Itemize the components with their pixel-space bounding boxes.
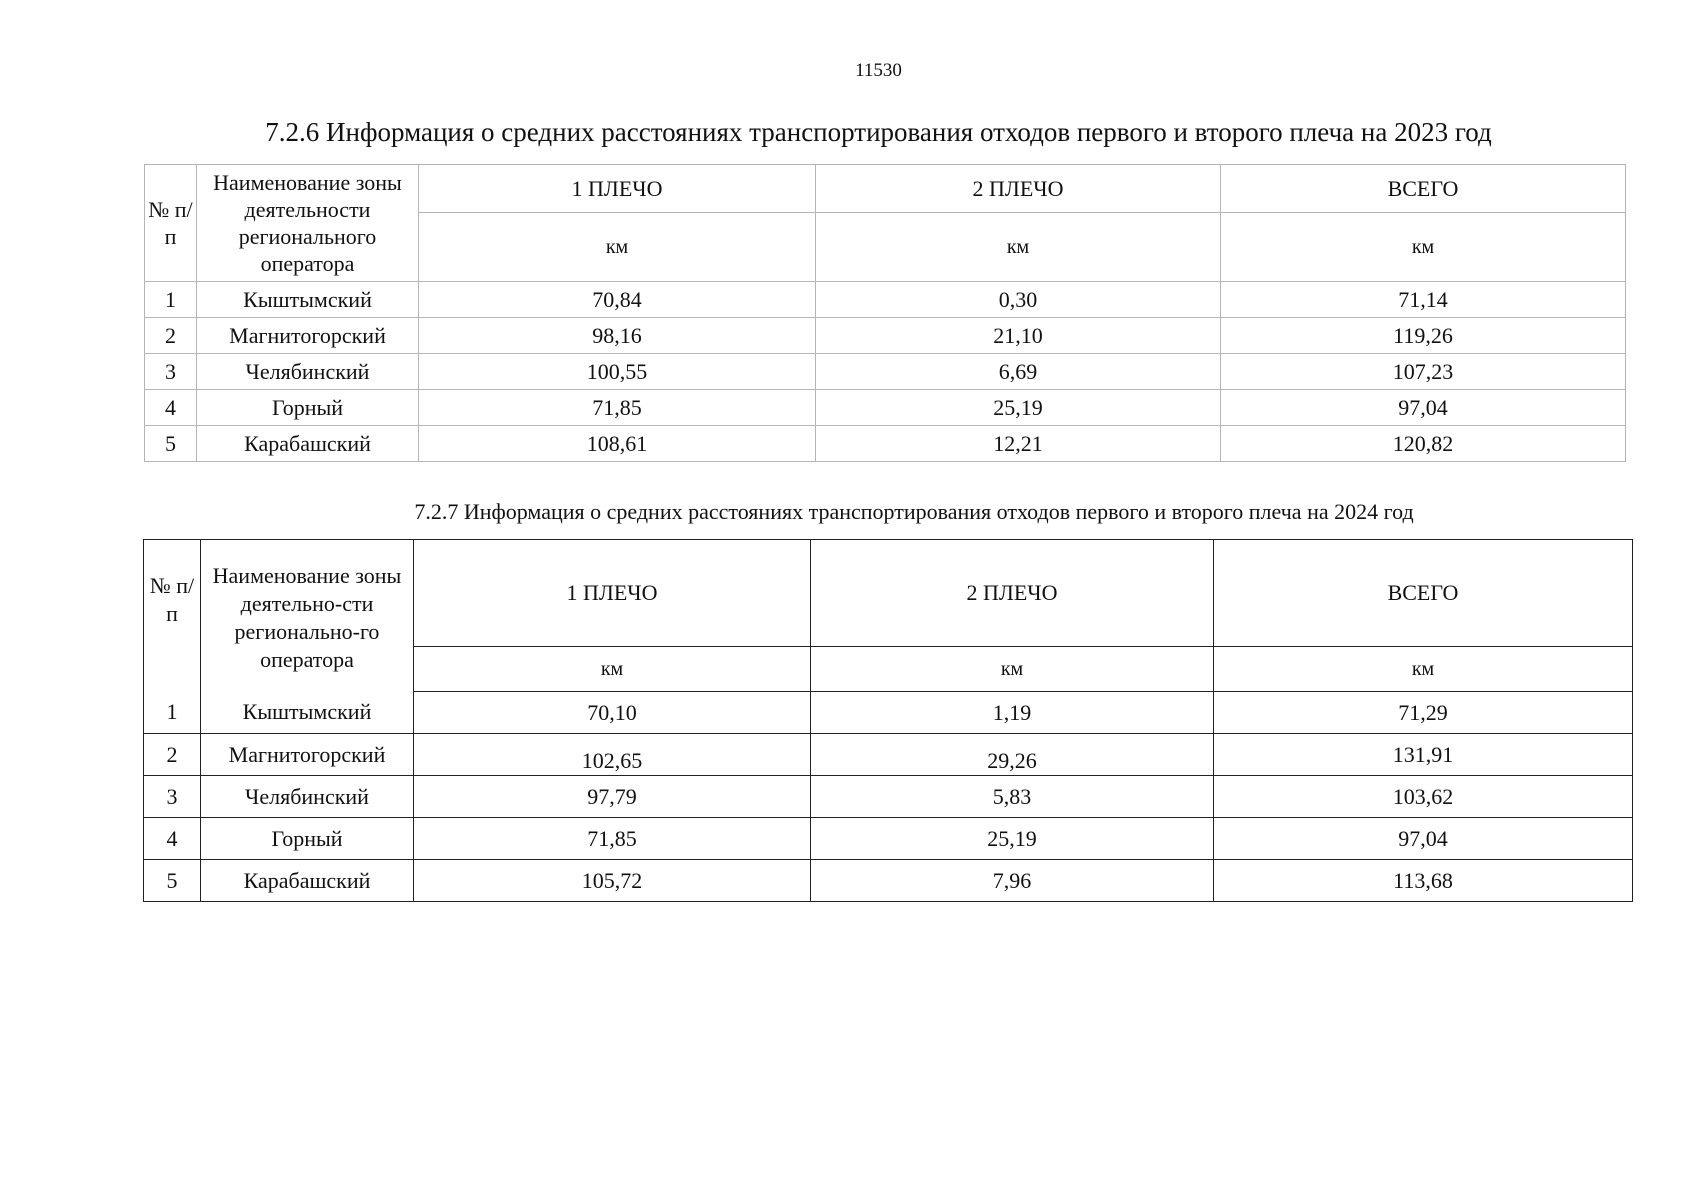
shoulder-1-value: 108,61 — [419, 426, 816, 462]
shoulder-1-value: 70,84 — [419, 282, 816, 318]
zone-name: Магнитогорский — [197, 318, 419, 354]
table-2023-title: 7.2.6 Информация о средних расстояниях транспортирования отходов первого и второго плеча на 2023 год — [265, 117, 1492, 147]
zone-name: Карабашский — [201, 860, 414, 902]
zone-name: Горный — [201, 818, 414, 860]
shoulder-2-value: 29,26 — [811, 734, 1214, 776]
unit-shoulder-1: км — [414, 647, 811, 692]
shoulder-2-value: 1,19 — [811, 692, 1214, 734]
shoulder-1-value: 97,79 — [414, 776, 811, 818]
shoulder-1-value: 70,10 — [414, 692, 811, 734]
shoulder-2-value: 21,10 — [816, 318, 1221, 354]
unit-total: км — [1221, 213, 1626, 282]
table-row — [144, 860, 1633, 902]
table-row — [145, 282, 1626, 318]
shoulder-1-value: 71,85 — [419, 390, 816, 426]
shoulder-1-value: 71,85 — [414, 818, 811, 860]
row-num: 1 — [145, 282, 197, 318]
header-shoulder-1: 1 ПЛЕЧО — [419, 165, 816, 213]
total-value: 131,91 — [1214, 734, 1633, 776]
row-num: 3 — [144, 776, 201, 818]
page-number: 11530 — [855, 60, 902, 81]
total-value: 113,68 — [1214, 860, 1633, 902]
total-value: 103,62 — [1214, 776, 1633, 818]
table-row — [145, 318, 1626, 354]
zone-name: Кыштымский — [197, 282, 419, 318]
table-row — [145, 390, 1626, 426]
row-num: 5 — [145, 426, 197, 462]
shoulder-1-value: 98,16 — [419, 318, 816, 354]
zone-name: Магнитогорский — [201, 734, 414, 776]
header-zone-name: Наименование зоны деятельно-сти регионально-го оператора — [201, 540, 414, 692]
unit-shoulder-1: км — [419, 213, 816, 282]
header-shoulder-1: 1 ПЛЕЧО — [414, 540, 811, 647]
unit-shoulder-2: км — [811, 647, 1214, 692]
header-total: ВСЕГО — [1221, 165, 1626, 213]
unit-shoulder-2: км — [816, 213, 1221, 282]
header-zone-name: Наименование зоны деятельности регионального оператора — [197, 165, 419, 282]
shoulder-2-value: 7,96 — [811, 860, 1214, 902]
shoulder-2-value: 25,19 — [811, 818, 1214, 860]
total-value: 97,04 — [1221, 390, 1626, 426]
table-row — [145, 354, 1626, 390]
total-value: 71,14 — [1221, 282, 1626, 318]
table-row — [144, 776, 1633, 818]
total-value: 97,04 — [1214, 818, 1633, 860]
header-num: № п/п — [145, 165, 197, 282]
shoulder-2-value: 12,21 — [816, 426, 1221, 462]
row-num: 2 — [145, 318, 197, 354]
shoulder-2-value: 5,83 — [811, 776, 1214, 818]
row-num: 5 — [144, 860, 201, 902]
zone-name: Горный — [197, 390, 419, 426]
header-total: ВСЕГО — [1214, 540, 1633, 647]
zone-name: Челябинский — [201, 776, 414, 818]
table-row — [144, 692, 1633, 734]
row-num: 4 — [144, 818, 201, 860]
header-shoulder-2: 2 ПЛЕЧО — [816, 165, 1221, 213]
row-num: 1 — [144, 692, 201, 734]
total-value: 107,23 — [1221, 354, 1626, 390]
header-num: № п/п — [144, 540, 201, 692]
total-value: 71,29 — [1214, 692, 1633, 734]
table-2024-title: 7.2.7 Информация о средних расстояниях транспортирования отходов первого и второго плеча на 2024 год — [414, 499, 1414, 524]
table-row — [144, 734, 1633, 776]
row-num: 2 — [144, 734, 201, 776]
row-num: 3 — [145, 354, 197, 390]
table-row — [144, 818, 1633, 860]
shoulder-2-value: 6,69 — [816, 354, 1221, 390]
shoulder-1-value: 100,55 — [419, 354, 816, 390]
shoulder-1-value: 105,72 — [414, 860, 811, 902]
zone-name: Челябинский — [197, 354, 419, 390]
total-value: 119,26 — [1221, 318, 1626, 354]
zone-name: Карабашский — [197, 426, 419, 462]
header-shoulder-2: 2 ПЛЕЧО — [811, 540, 1214, 647]
shoulder-2-value: 25,19 — [816, 390, 1221, 426]
table-row — [145, 426, 1626, 462]
table-2023 — [144, 164, 1626, 462]
shoulder-1-value: 102,65 — [414, 734, 811, 776]
shoulder-2-value: 0,30 — [816, 282, 1221, 318]
table-2024 — [143, 539, 1633, 902]
total-value: 120,82 — [1221, 426, 1626, 462]
row-num: 4 — [145, 390, 197, 426]
unit-total: км — [1214, 647, 1633, 692]
zone-name: Кыштымский — [201, 692, 414, 734]
